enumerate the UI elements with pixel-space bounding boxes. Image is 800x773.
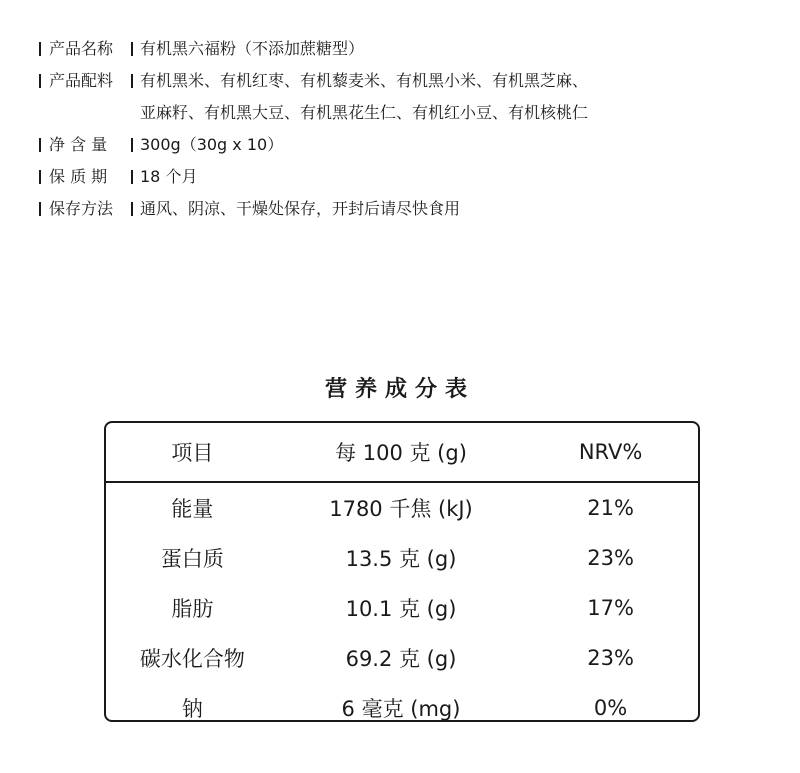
product-name-label: 产品名称 (49, 39, 114, 58)
ingredients-line-2: 亚麻籽、有机黑大豆、有机黑花生仁、有机红小豆、有机核桃仁 (140, 103, 589, 122)
shelf-life-label: 保 质 期 (49, 167, 108, 186)
row-amount: 10.1 克 (g) (345, 597, 457, 621)
storage-value (140, 198, 779, 220)
label-separator (131, 170, 133, 184)
product-name-value (140, 38, 779, 60)
ingredients-row (39, 70, 779, 124)
row-nrv: 23% (587, 546, 634, 570)
row-nrv: 17% (587, 596, 634, 620)
header-per-100g: 每 100 克 (g) (335, 441, 467, 465)
table-row (106, 583, 698, 633)
nutrition-table-body (106, 483, 698, 722)
net-content-value (140, 134, 779, 156)
row-amount: 13.5 克 (g) (345, 547, 457, 571)
label-separator (131, 74, 133, 88)
table-row (106, 683, 698, 722)
product-name-row (39, 38, 779, 60)
shelf-life-text: 18 个月 (140, 167, 198, 186)
storage-label: 保存方法 (49, 199, 114, 218)
nutrition-table (104, 421, 700, 722)
row-nrv: 0% (593, 696, 628, 720)
storage-row (39, 198, 779, 220)
net-content-text: 300g（30g x 10） (140, 135, 284, 154)
row-nrv: 21% (587, 496, 634, 520)
shelf-life-row (39, 166, 779, 188)
table-row (106, 483, 698, 533)
nutrition-table-title: 营养成分表 (324, 377, 475, 402)
row-amount: 6 毫克 (mg) (341, 697, 461, 721)
header-nrv: NRV% (578, 440, 643, 464)
row-item: 脂肪 (171, 597, 214, 621)
table-row (106, 533, 698, 583)
row-item: 能量 (171, 497, 214, 521)
ingredients-line-1: 有机黑米、有机红枣、有机藜麦米、有机黑小米、有机黑芝麻、 (140, 71, 589, 90)
net-content-label: 净 含 量 (49, 135, 108, 154)
label-separator (131, 138, 133, 152)
shelf-life-value (140, 166, 779, 188)
row-item: 蛋白质 (160, 547, 224, 571)
label-separator (131, 202, 133, 216)
row-item: 钠 (181, 697, 203, 721)
product-info-list (39, 38, 779, 230)
row-item: 碳水化合物 (139, 647, 245, 671)
row-amount: 69.2 克 (g) (345, 647, 457, 671)
header-item: 项目 (171, 441, 214, 465)
nutrition-table-header (106, 423, 698, 483)
label-separator (131, 42, 133, 56)
ingredients-value (140, 70, 779, 124)
row-nrv: 23% (587, 646, 634, 670)
storage-text: 通风、阴凉、干燥处保存，开封后请尽快食用 (140, 199, 461, 218)
row-amount: 1780 千焦 (kJ) (329, 497, 473, 521)
table-row (106, 633, 698, 683)
net-content-row (39, 134, 779, 156)
product-name-text: 有机黑六福粉（不添加蔗糖型） (140, 39, 365, 58)
ingredients-label: 产品配料 (49, 71, 114, 90)
